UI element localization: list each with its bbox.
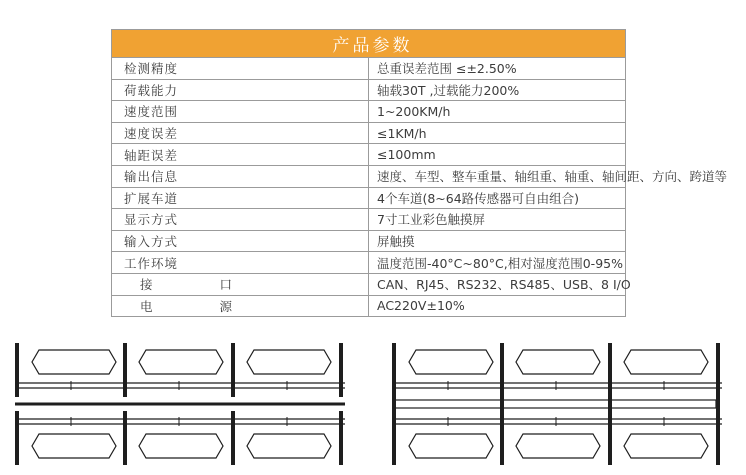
spec-key: 检测精度: [112, 58, 369, 80]
spec-key: 显示方式: [112, 209, 369, 231]
spec-row-power: [112, 295, 626, 317]
spec-key: 速度误差: [112, 122, 369, 144]
spec-value: 屏触摸: [369, 230, 626, 252]
spec-key: 速度范围: [112, 101, 369, 123]
spec-value: ≤100mm: [369, 144, 626, 166]
spec-value: 4个车道(8~64路传感器可自由组合): [369, 187, 626, 209]
spec-row-display: [112, 209, 626, 231]
spec-key: 输入方式: [112, 230, 369, 252]
spec-key: 电 源: [112, 295, 369, 317]
spec-value: CAN、RJ45、RS232、RS485、USB、8 I/O: [369, 273, 626, 295]
spec-key: 工作环境: [112, 252, 369, 274]
spec-row-input: [112, 230, 626, 252]
spec-row-speed-range: [112, 101, 626, 123]
sensor-layout-diagram-left: [15, 341, 345, 467]
spec-key: 扩展车道: [112, 187, 369, 209]
spec-row-accuracy: [112, 58, 626, 80]
spec-key: 荷载能力: [112, 79, 369, 101]
spec-key: 轴距误差: [112, 144, 369, 166]
spec-value: 1~200KM/h: [369, 101, 626, 123]
spec-value: 温度范围-40°C~80°C,相对湿度范围0-95%: [369, 252, 626, 274]
spec-header-row: [112, 30, 626, 58]
spec-table-title: 产品参数: [112, 30, 626, 58]
spec-value: ≤1KM/h: [369, 122, 626, 144]
spec-row-environment: [112, 252, 626, 274]
product-spec-table: [111, 29, 728, 317]
spec-row-wheelbase-error: [112, 144, 626, 166]
spec-value: AC220V±10%: [369, 295, 626, 317]
spec-row-interface: [112, 273, 626, 295]
spec-key: 输出信息: [112, 165, 369, 187]
spec-value: 轴载30T ,过载能力200%: [369, 79, 626, 101]
spec-row-output: [112, 165, 626, 187]
spec-value: 总重误差范围 ≤±2.50%: [369, 58, 626, 80]
spec-row-lanes: [112, 187, 626, 209]
spec-row-speed-error: [112, 122, 626, 144]
spec-key: 接 口: [112, 273, 369, 295]
spec-row-load: [112, 79, 626, 101]
spec-value: 7寸工业彩色触摸屏: [369, 209, 626, 231]
spec-value: 速度、车型、整车重量、轴组重、轴重、轴间距、方向、跨道等: [369, 165, 626, 187]
sensor-layout-diagram-right: [392, 341, 722, 467]
